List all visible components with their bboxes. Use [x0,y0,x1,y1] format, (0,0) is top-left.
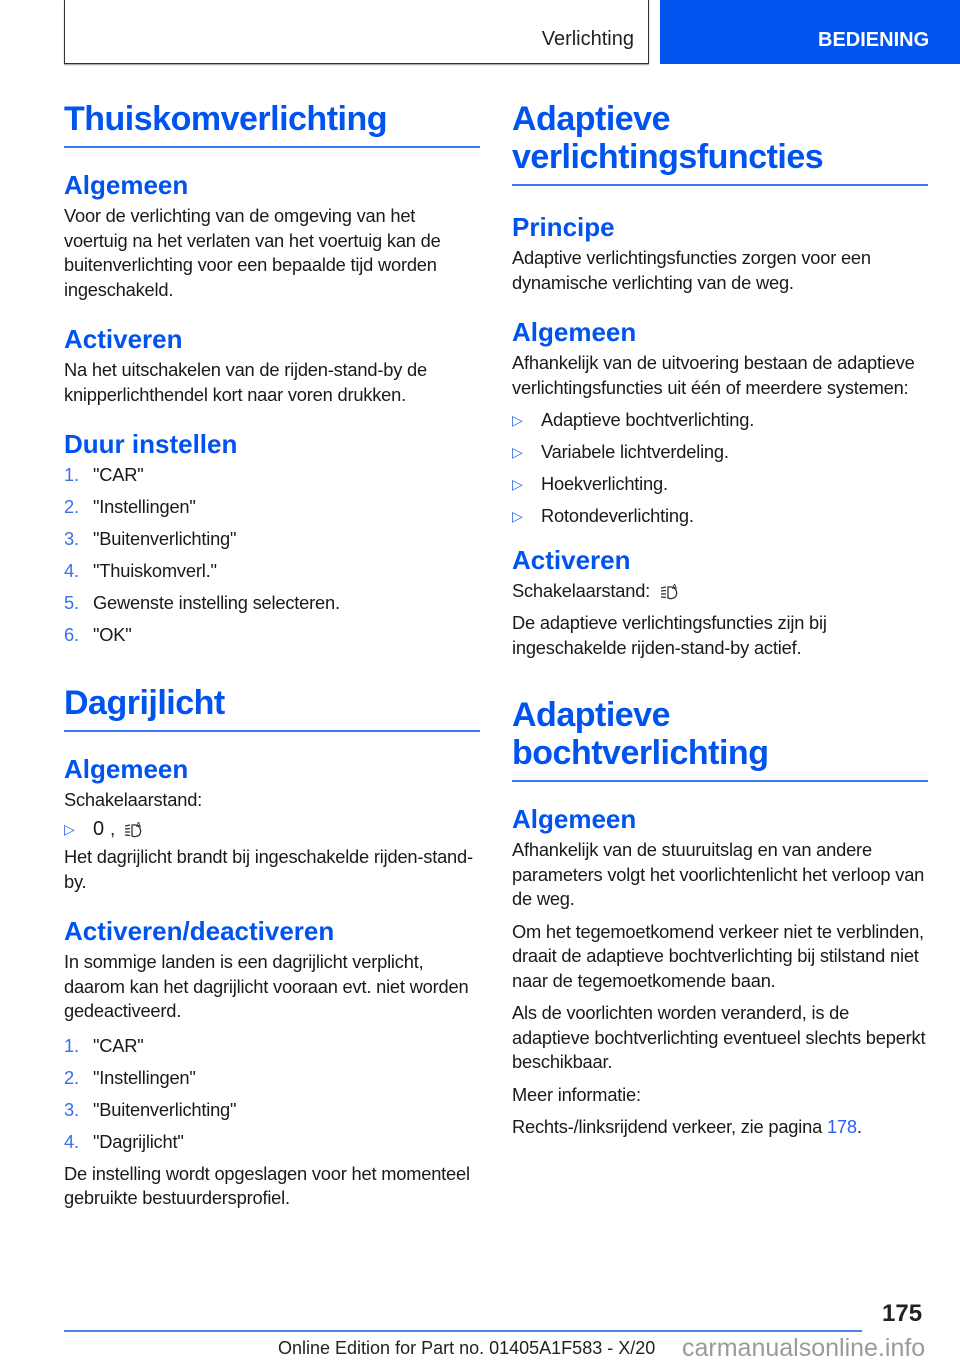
paragraph: Het dagrijlicht brandt bij ingeschakelde rijden-stand-by. [64,846,473,892]
subheading-algemeen: Algemeen [512,317,637,347]
reference-text: Rechts-/linksrijdend verkeer, zie pagina [512,1116,827,1137]
bullet-triangle-icon: ▷ [512,444,523,460]
subheading-duur-instellen: Duur instellen [64,429,238,459]
paragraph: Adaptive verlichtingsfuncties zorgen voor een dynamische verlichting van de weg. [512,247,871,293]
list-item-text: Variabele lichtverdeling. [541,441,729,462]
paragraph: Na het uitschakelen van de rijden-stand-by de knipperlichthendel kort naar voren drukken. [64,359,427,405]
step-text: "Instellingen" [93,496,196,517]
step-text: "Instellingen" [93,1066,196,1088]
bullet-triangle-icon: ▷ [512,412,523,428]
list-item-text: Hoekverlichting. [541,473,668,494]
subheading-activeren: Activeren [64,324,183,354]
step-text: Gewenste instelling selecteren. [93,592,340,613]
steps-list [64,463,480,648]
switch-zero-icon: 0 [93,818,105,840]
step-number: 2. [64,496,79,517]
watermark: carmanualsonline.info [682,1334,926,1362]
paragraph [512,1115,928,1140]
list-item [64,527,480,552]
switch-label: Schakelaarstand: [512,579,651,601]
subheading-algemeen: Algemeen [64,170,189,200]
svg-text:A: A [671,583,677,591]
step-number: 4. [64,560,79,581]
subheading-activeren-deactiveren: Activeren/deactiveren [64,916,335,946]
list-item [64,1098,480,1123]
list-item [512,504,928,529]
chapter-tab [64,0,649,64]
bullet-triangle-icon: ▷ [64,821,75,837]
separator: , [110,819,116,839]
list-item [64,463,480,488]
step-number: 3. [64,1098,79,1120]
paragraph [512,579,928,604]
systems-list [512,408,928,529]
step-number: 6. [64,624,79,645]
list-item [64,559,480,584]
right-column [512,100,928,1140]
step-number: 1. [64,464,79,485]
subheading-principe: Principe [512,212,615,242]
list-item [64,623,480,648]
section-title: BEDIENING [818,29,930,51]
page-link[interactable]: 178 [826,1116,857,1137]
list-item-text: Rotondeverlichting. [541,505,694,526]
step-number: 5. [64,592,79,613]
subheading-activeren: Activeren [512,544,631,575]
paragraph: In sommige landen is een dagrijlicht verplicht, daarom kan het dagrijlicht vooraan evt. niet worden gedeactiveerd. [64,951,469,1021]
paragraph: Afhankelijk van de stuuruitslag en van andere parameters volgt het voorlichtenlicht het verloop van de weg. [512,839,925,909]
subheading-algemeen: Algemeen [512,804,637,834]
list-item [512,408,928,433]
step-text: "Buitenverlichting" [93,528,237,549]
section-tab [660,0,960,64]
svg-text:A: A [136,821,142,829]
subheading-algemeen: Algemeen [64,753,189,784]
edition-text: Online Edition for Part no. 01405A1F583 - X/20 [278,1338,656,1358]
step-text: "CAR" [93,1034,144,1056]
paragraph: Voor de verlichting van de omgeving van het voertuig na het verlaten van het voertuig kan de buitenverlichting voor een bepaalde tijd worden ingeschakeld. [64,205,441,300]
paragraph: De adaptieve verlichtingsfuncties zijn bij ingeschakelde rijden-stand-by actief. [512,612,827,658]
step-number: 3. [64,528,79,549]
paragraph: De instelling wordt opgeslagen voor het momenteel gebruikte bestuurdersprofiel. [64,1162,470,1208]
paragraph: Schakelaarstand: [64,788,203,810]
left-column [64,100,480,1211]
list-item [512,440,928,465]
punctuation: . [856,1116,862,1137]
step-text: "Dagrijlicht" [93,1130,184,1152]
list-item [64,1034,480,1059]
step-text: "OK" [93,624,132,645]
heading-thuiskomverlichting: Thuiskomverlichting [64,100,480,148]
switch-positions [64,818,480,841]
step-number: 4. [64,1130,79,1152]
chapter-title: Verlichting [541,28,634,50]
step-text: "Thuiskomverl." [93,560,217,581]
step-number: 1. [64,1034,79,1056]
footer-divider [64,1330,862,1332]
heading-adaptieve-bochtverlichting: Adaptieve bochtverlichting [512,696,928,782]
heading-dagrijlicht: Dagrijlicht [64,684,480,732]
step-text: "CAR" [93,464,144,485]
paragraph: Om het tegemoetkomend verkeer niet te verblinden, draait de adaptieve bochtverlichting bij stilstand niet naar de tegemoetkomende baan. [512,920,924,991]
steps-list [64,1034,480,1155]
list-item [64,1130,480,1155]
bullet-triangle-icon: ▷ [512,476,523,492]
step-text: "Buitenverlichting" [93,1098,237,1120]
step-number: 2. [64,1066,79,1088]
paragraph: Meer informatie: [512,1083,641,1105]
list-item [64,1066,480,1091]
paragraph: Afhankelijk van de uitvoering bestaan de adaptieve verlichtingsfuncties uit één of meerdere systemen: [512,352,915,398]
auto-headlight-icon [123,820,145,840]
paragraph: Als de voorlichten worden veranderd, is de adaptieve bochtverlichting eventueel slechts beperkt beschikbaar. [512,1002,926,1072]
heading-adaptieve-verlichtingsfuncties: Adaptieve verlichtingsfuncties [512,100,928,186]
page-number: 175 [882,1300,923,1327]
list-item-text: Adaptieve bochtverlichting. [541,409,755,430]
list-item [512,472,928,497]
bullet-triangle-icon: ▷ [512,508,523,524]
auto-headlight-icon [659,582,681,602]
list-item [64,591,480,616]
list-item [64,495,480,520]
